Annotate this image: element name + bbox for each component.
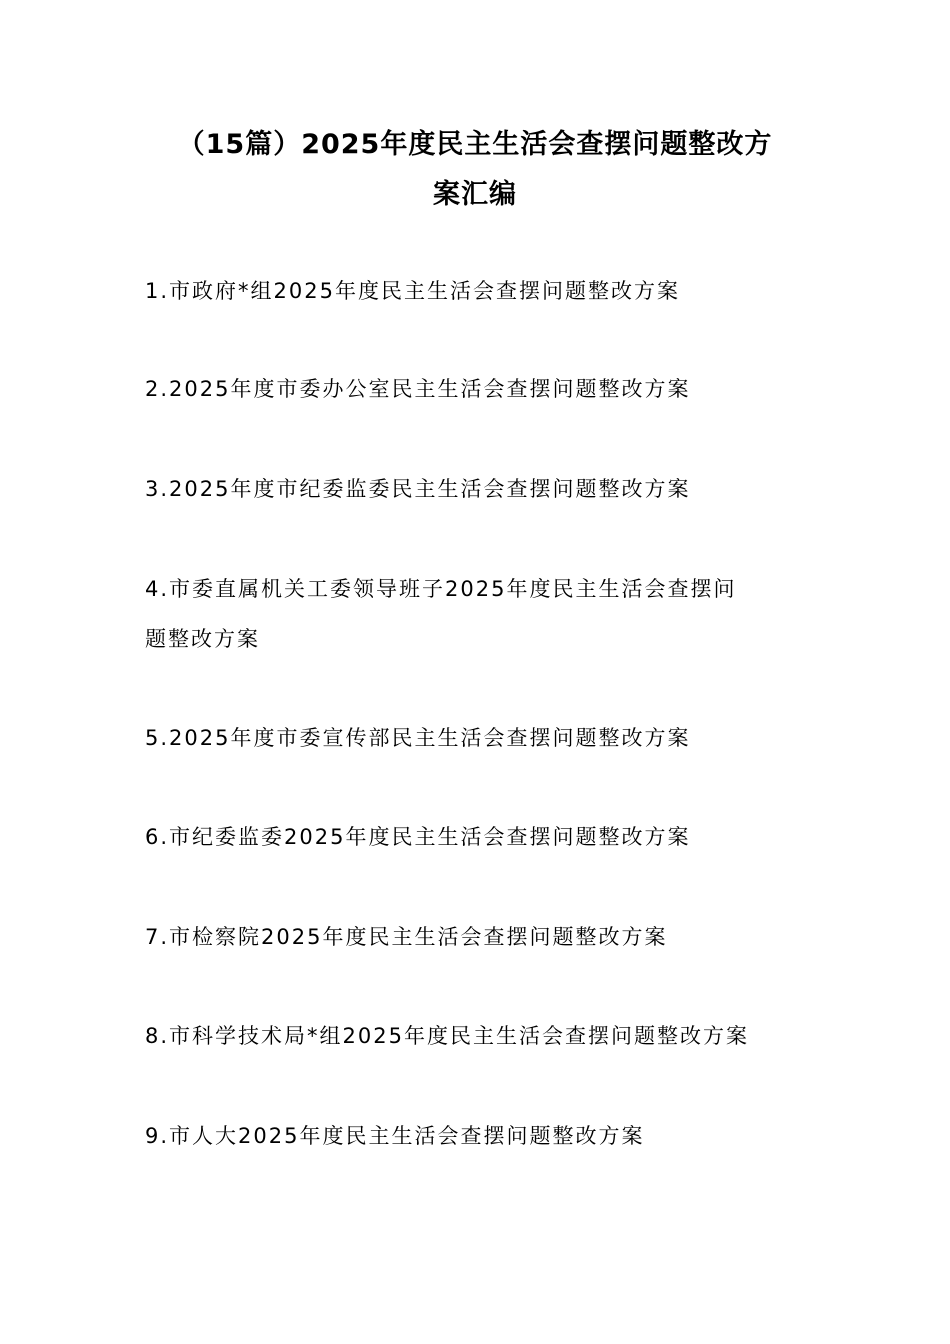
list-item-2: 2.2025年度市委办公室民主生活会查摆问题整改方案 (145, 377, 691, 401)
list-item-7: 7.市检察院2025年度民主生活会查摆问题整改方案 (145, 925, 668, 949)
list-item-9: 9.市人大2025年度民主生活会查摆问题整改方案 (145, 1124, 645, 1148)
list-item-4-line-1: 4.市委直属机关工委领导班子2025年度民主生活会查摆问 (145, 577, 737, 601)
list-item-3: 3.2025年度市纪委监委民主生活会查摆问题整改方案 (145, 477, 691, 501)
document-title-line-2: 案汇编 (433, 179, 517, 210)
list-item-6: 6.市纪委监委2025年度民主生活会查摆问题整改方案 (145, 825, 691, 849)
list-item-5: 5.2025年度市委宣传部民主生活会查摆问题整改方案 (145, 726, 691, 750)
list-item-4-line-2: 题整改方案 (145, 627, 260, 651)
document-title-line-1: （15篇）2025年度民主生活会查摆问题整改方 (177, 129, 773, 160)
list-item-1: 1.市政府*组2025年度民主生活会查摆问题整改方案 (145, 279, 680, 303)
list-item-8: 8.市科学技术局*组2025年度民主生活会查摆问题整改方案 (145, 1024, 749, 1048)
